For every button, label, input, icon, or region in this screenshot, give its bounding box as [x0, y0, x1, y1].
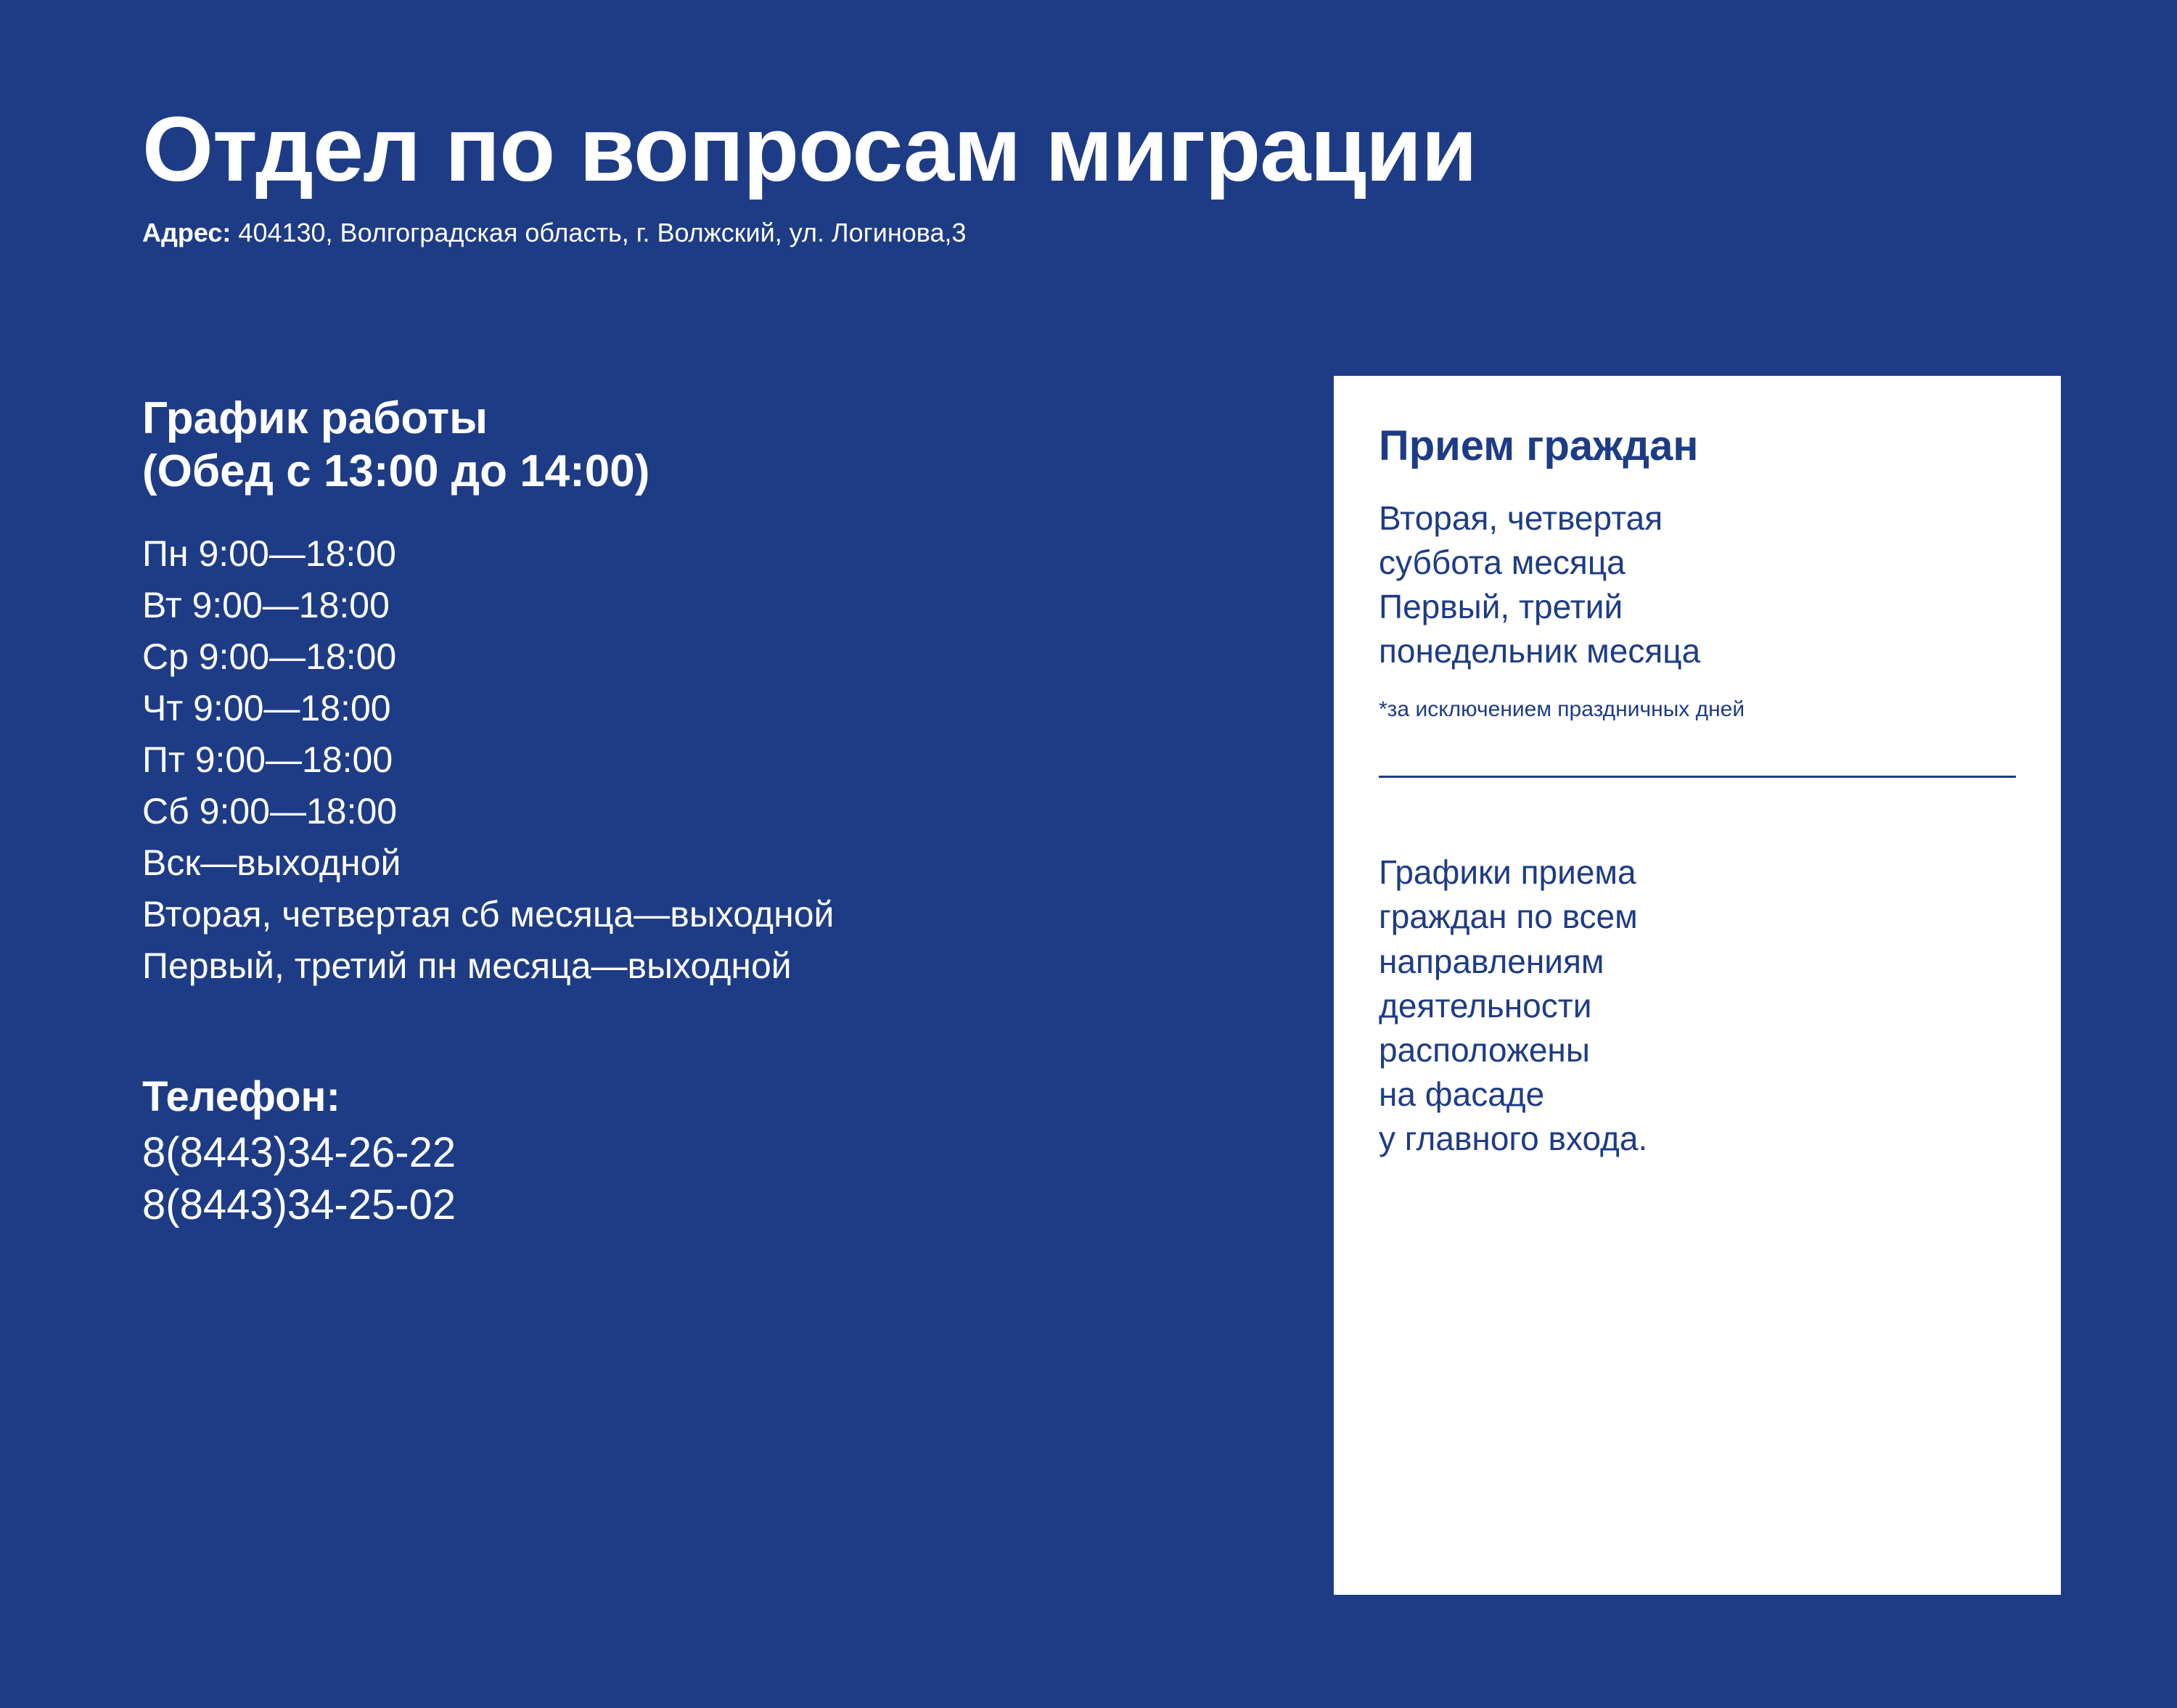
schedule-row: Вт 9:00—18:00	[142, 585, 390, 626]
card-divider	[1379, 776, 2016, 778]
reception-card-footer-line: на фасаде	[1379, 1075, 1545, 1114]
address-label: Адрес:	[142, 218, 231, 248]
phone-section	[142, 1072, 1318, 1232]
reception-card	[1334, 376, 2061, 1595]
phone-number: 8(8443)34-25-02	[142, 1181, 456, 1229]
schedule-row: Вторая, четвертая сб месяца—выходной	[142, 894, 835, 935]
reception-card-footer-line: деятельности	[1379, 986, 1592, 1025]
reception-card-title: Прием граждан	[1379, 422, 1699, 469]
schedule-row: Пт 9:00—18:00	[142, 739, 393, 781]
address-value: 404130, Волгоградская область, г. Волжский, ул. Логинова,3	[238, 218, 967, 248]
schedule-heading-line1: График работы	[142, 393, 488, 443]
reception-card-line: Вторая, четвертая	[1379, 498, 1663, 537]
reception-card-line: понедельник месяца	[1379, 632, 1701, 670]
schedule-row: Первый, третий пн месяца—выходной	[142, 945, 792, 987]
schedule-row: Ср 9:00—18:00	[142, 636, 397, 678]
reception-card-footer	[1379, 850, 2023, 1161]
reception-card-footer-line: расположены	[1379, 1030, 1590, 1069]
schedule-row: Чт 9:00—18:00	[142, 688, 391, 729]
reception-card-lines	[1379, 496, 2023, 674]
page-title: Отдел по вопросам миграции	[142, 98, 1477, 200]
schedule-list	[142, 528, 1318, 992]
phone-number: 8(8443)34-26-22	[142, 1128, 456, 1176]
address	[142, 216, 2087, 250]
reception-card-footer-line: Графики приема	[1379, 853, 1636, 892]
reception-card-footer-line: у главного входа.	[1379, 1120, 1648, 1158]
schedule-row: Пн 9:00—18:00	[142, 533, 396, 575]
reception-card-footer-line: направлениям	[1379, 942, 1604, 980]
schedule-heading-line2: (Обед с 13:00 до 14:00)	[142, 446, 650, 497]
poster-header	[142, 98, 2087, 250]
schedule-heading	[142, 392, 1318, 498]
reception-card-note: *за исключением праздничных дней	[1379, 697, 1745, 722]
reception-card-line: Первый, третий	[1379, 587, 1623, 625]
schedule-row: Сб 9:00—18:00	[142, 791, 398, 832]
reception-card-footer-line: граждан по всем	[1379, 898, 1638, 936]
phone-label: Телефон:	[142, 1073, 340, 1121]
schedule-row: Вск—выходной	[142, 842, 401, 884]
reception-card-line: суббота месяца	[1379, 543, 1625, 581]
schedule-section	[142, 392, 1318, 1232]
